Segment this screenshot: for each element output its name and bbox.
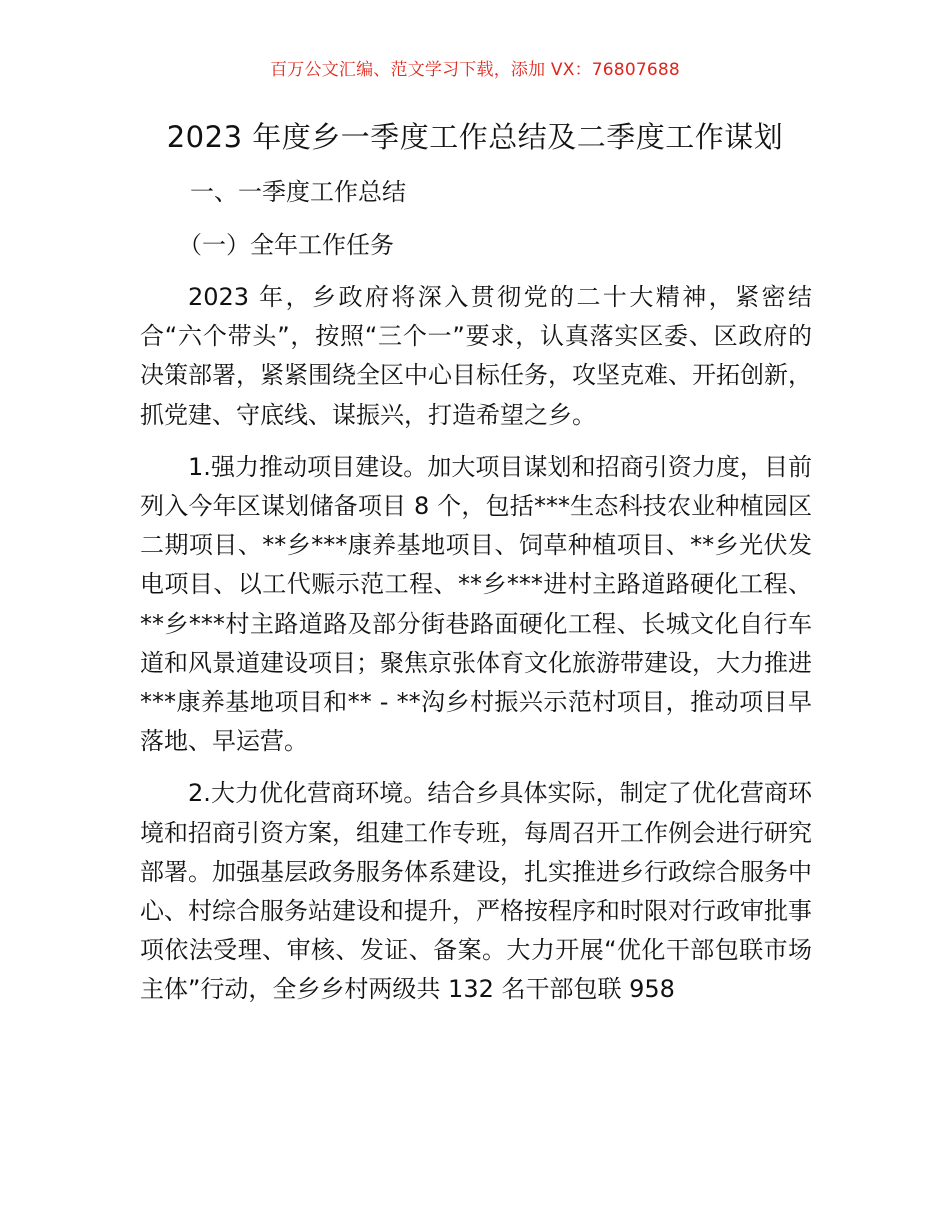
watermark-header: 百万公文汇编、范文学习下载，添加 VX：76807688 [270,60,680,80]
paragraph-intro: 2023 年，乡政府将深入贯彻党的二十大精神，紧密结合“六个带头”，按照“三个一”要求，认真落实区委、区政府的决策部署，紧紧围绕全区中心目标任务，攻坚克难、开拓创新，抓党建、守底线、谋振兴，打造希望之乡。 [140,283,812,429]
subsection-heading: （一）全年工作任务 [178,231,394,259]
paragraph-business-environment: 2.大力优化营商环境。结合乡具体实际，制定了优化营商环境和招商引资方案，组建工作专班，每周召开工作例会进行研究部署。加强基层政务服务体系建设，扎实推进乡行政综合服务中心、村综合服务站建设和提升，严格按程序和时限对行政审批事项依法受理、审核、发证、备案。大力开展“优化干部包联市场主体”行动，全乡乡村两级共 132 名干部包联 958 [140,779,812,1004]
paragraph-project-construction: 1.强力推动项目建设。加大项目谋划和招商引资力度，目前列入今年区谋划储备项目 8 个，包括***生态科技农业种植园区二期项目、**乡***康养基地项目、饲草种植项目、**乡光伏发电项目、以工代赈示范工程、**乡***进村主路道路硬化工程、**乡***村主路道路及部分街巷路面硬化工程、长城文化自行车道和风景道建设项目；聚焦京张体育文化旅游带建设，大力推进***康养基地项目和** - **沟乡村振兴示范村项目，推动项目早落地、早运营。 [140,452,812,756]
section-heading: 一、一季度工作总结 [190,178,406,206]
document-body [140,278,812,1023]
document-title: 2023 年度乡一季度工作总结及二季度工作谋划 [166,120,784,154]
